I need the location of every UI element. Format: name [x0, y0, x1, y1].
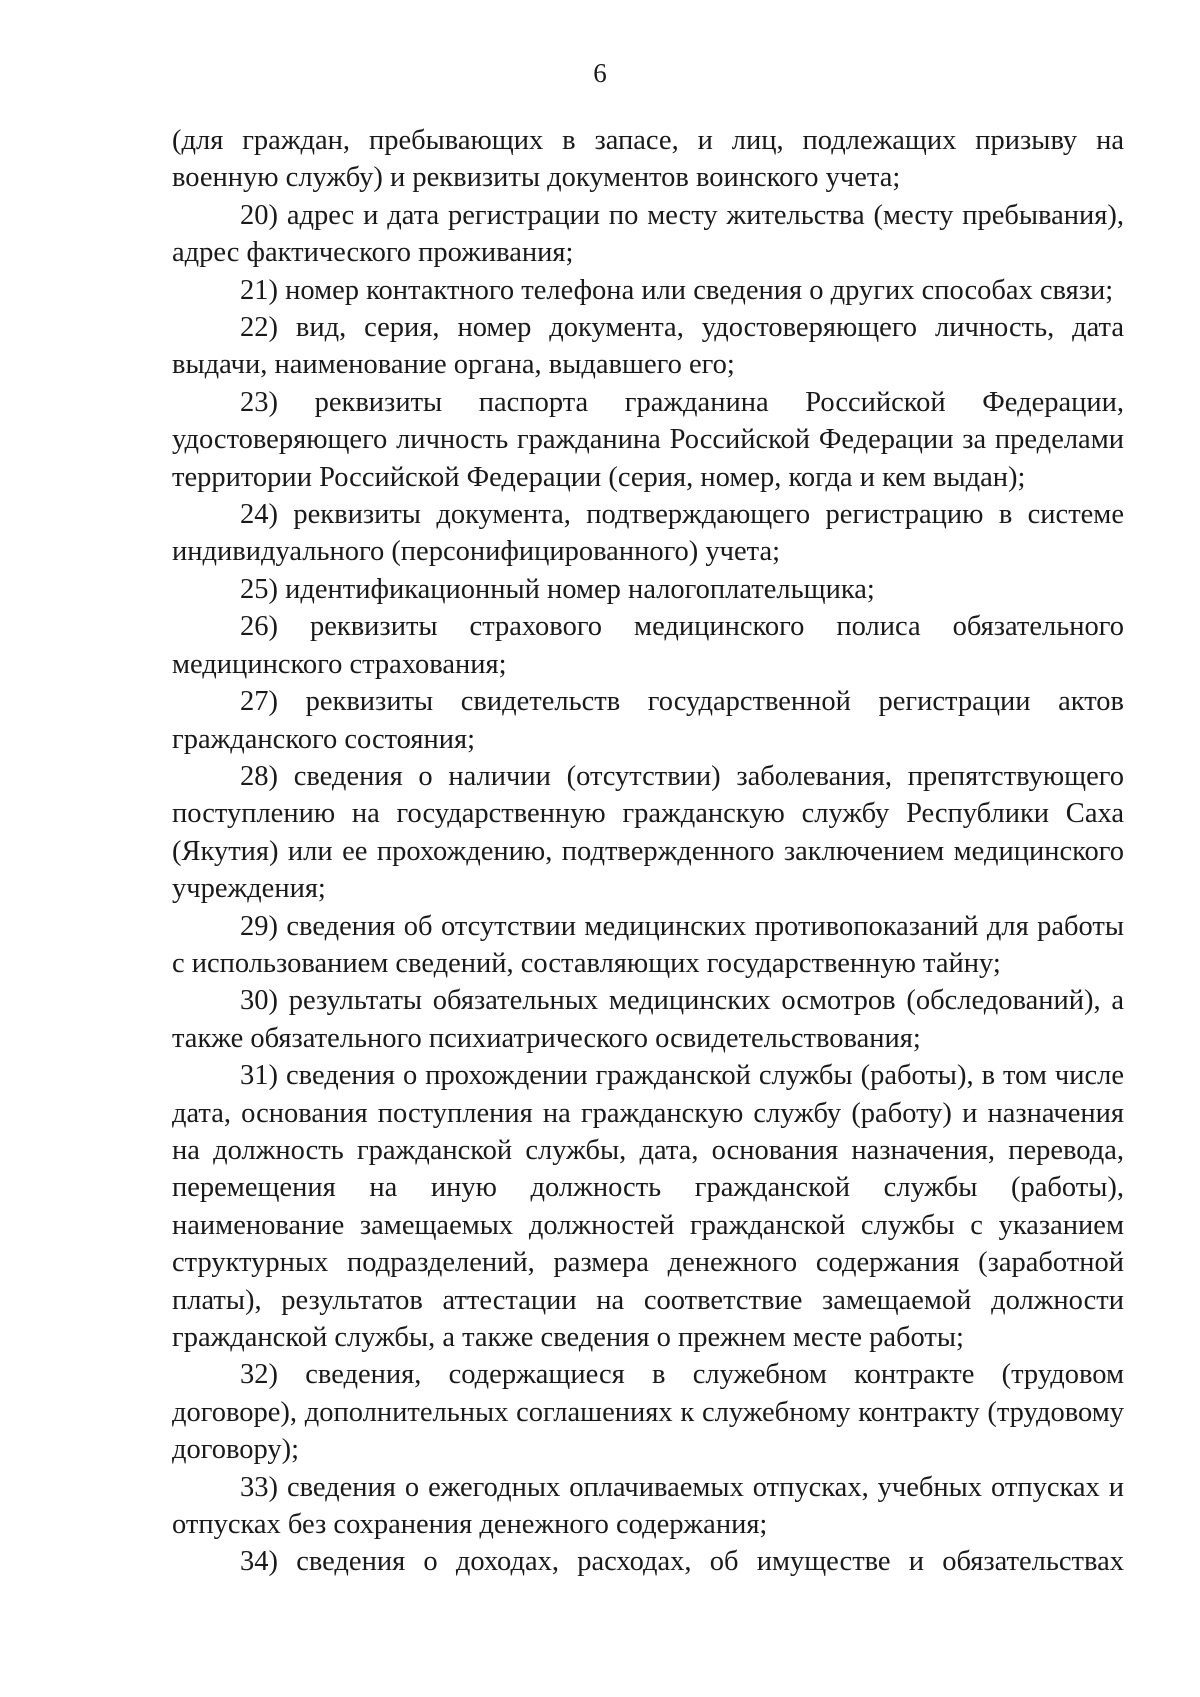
list-item-24: 24) реквизиты документа, подтверждающего регистрацию в системе индивидуального (персонифицированного) учета; — [172, 499, 1124, 568]
list-item-22: 22) вид, серия, номер документа, удостоверяющего личность, дата выдачи, наименование органа, выдавшего его; — [172, 312, 1124, 381]
list-item-28: 28) сведения о наличии (отсутствии) заболевания, препятствующего поступлению на государственную гражданскую службу Республики Саха (Якутия) или ее прохождению, подтвержденного заключением медицинского учреждения; — [172, 760, 1124, 905]
list-item-32: 32) сведения, содержащиеся в служебном контракте (трудовом договоре), дополнительных соглашениях к служебному контракту (трудовому договору); — [172, 1359, 1124, 1466]
list-item-33: 33) сведения о ежегодных оплачиваемых отпусках, учебных отпусках и отпусках без сохранения денежного содержания; — [172, 1471, 1124, 1541]
list-item-continuation: (для граждан, пребывающих в запасе, и лиц, подлежащих призыву на военную службу) и реквизиты документов воинского учета; — [172, 125, 1124, 194]
document-body — [172, 122, 1124, 1581]
list-item-27: 27) реквизиты свидетельств государственной регистрации актов гражданского состояния; — [172, 686, 1124, 755]
list-item-31: 31) сведения о прохождении гражданской службы (работы), в том числе дата, основания поступления на гражданскую службу (работу) и назначения на должность гражданской службы, дата, основания назначения, перевода, перемещения на иную должность гражданской службы (работы), наименование замещаемых должностей гражданской службы с указанием структурных подразделений, размера денежного содержания (заработной платы), результатов аттестации на соответствие замещаемой должности гражданской службы, а также сведения о прежнем месте работы; — [172, 1060, 1124, 1353]
list-item-23: 23) реквизиты паспорта гражданина Российской Федерации, удостоверяющего личность гражданина Российской Федерации за пределами территории Российской Федерации (серия, номер, когда и кем выдан); — [172, 386, 1124, 493]
list-item-26: 26) реквизиты страхового медицинского полиса обязательного медицинского страхования; — [172, 611, 1124, 680]
list-item-21: 21) номер контактного телефона или сведения о других способах связи; — [240, 274, 1114, 306]
page-number: 6 — [593, 58, 607, 88]
list-item-20: 20) адрес и дата регистрации по месту жительства (месту пребывания), адрес фактического проживания; — [172, 199, 1124, 269]
list-item-25: 25) идентификационный номер налогоплательщика; — [240, 573, 875, 605]
list-item-30: 30) результаты обязательных медицинских осмотров (обследований), а также обязательного психиатрического освидетельствования; — [172, 985, 1124, 1054]
list-item-29: 29) сведения об отсутствии медицинских противопоказаний для работы с использованием сведений, составляющих государственную тайну; — [172, 910, 1124, 979]
list-item-34: 34) сведения о доходах, расходах, об имуществе и обязательствах — [240, 1546, 1124, 1578]
